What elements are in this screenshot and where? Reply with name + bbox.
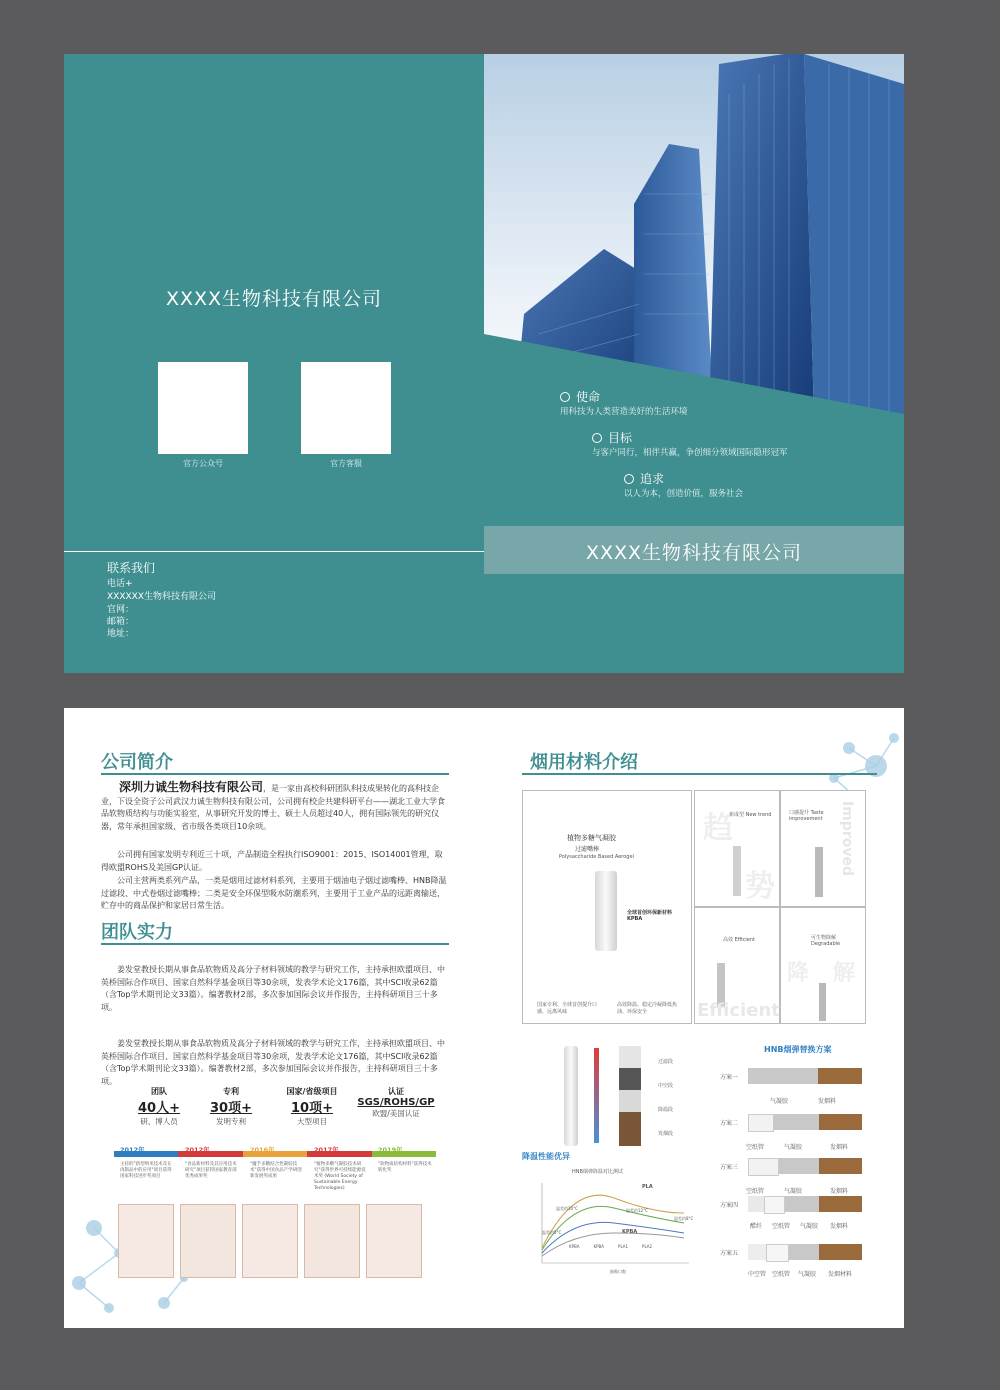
chart-xlabel: 抽吸口数 <box>610 1269 626 1274</box>
chart-annotation-diff-1: 温差约10°C <box>556 1206 578 1211</box>
timeline-item-5: 2019年 "软物质结构材料"获得技术转化奖 <box>378 1146 432 1173</box>
stat-team: 团队 40人+ 研、博人员 <box>138 1087 180 1126</box>
timeline-item-1: 2012年 主持的"新型纳米技术及在肉制品中的应用"项目获得国家科技进步奖项目 <box>120 1146 172 1179</box>
scheme-3-label: 气凝胶 <box>784 1188 803 1195</box>
scheme-3-label: 发烟料 <box>830 1188 849 1195</box>
label-cooling-section: 降温段 <box>658 1107 674 1113</box>
brochure-cover <box>64 54 904 673</box>
qr-label-official-account: 官方公众号 <box>183 459 223 468</box>
filter-stick-cutaway <box>619 1046 641 1146</box>
cooling-title: 降温性能优异 <box>522 1152 570 1161</box>
legend-item: PLA2 <box>642 1244 653 1249</box>
feature-panel-new-trend: 趋 新成型 New trend 势 <box>694 790 780 907</box>
feature-panel-efficient: 高效 Efficient Efficient <box>694 907 780 1024</box>
scheme-4-label: 空纸管 <box>772 1223 791 1230</box>
stat-projects: 国家/省级项目 10项+ 大型项目 <box>286 1087 338 1126</box>
timeline-item-4: 2017年 "植物多糖气凝胶技术研究"获得世界可持续能源技术奖 (World Society of Sustainable Energy Technologies) <box>314 1146 366 1191</box>
intro-paragraph-2: 公司拥有国家发明专利近三十项，产品制造全程执行ISO9001：2015、ISO14001管理，取得欧盟ROHS及美国GP认证。 <box>101 850 443 872</box>
feature-panel-degradable: 可生物降解 Degradable 降 解 <box>780 907 866 1024</box>
temperature-gradient <box>594 1048 599 1143</box>
legend-item: PLA1 <box>618 1244 629 1249</box>
intro-paragraph-3: 公司主营两类系列产品，一类是烟用过滤材料系列，主要用于烟油电子烟过滤嘴棒、HNB降温过滤段、中式卷烟过滤嘴棒；二类是安全环保型吸水防潮系列，主要用于工业产品的远距离输送，贮存中的商品保护和家居日常生活。 <box>101 876 447 910</box>
intro-paragraph-1: 深圳力诚生物科技有限公司，是一家由高校科研团队科技成果转化的高科技企业，下设全资子公司武汉力诚生物科技有限公司，公司拥有校企共建科研平台——湖北工业大学食品软物质结构与功能实验室，从事研究开发的博士、硕士人员超过40人，拥有国际领先的研究仪器，常年承担国家级、省市级各类项目10余项。 <box>101 780 445 831</box>
timeline-item-3: 2016年 "魔芋多糖结合性凝胶技术"获得中国食品产学研创新发展奖成果 <box>250 1146 302 1179</box>
contact-phone: 电话+ <box>107 579 133 589</box>
ring-icon <box>592 433 602 443</box>
scheme-2-name: 方案二 <box>720 1120 739 1127</box>
contact-company: XXXXXX生物科技有限公司 <box>107 592 216 602</box>
scheme-5-label: 空纸管 <box>772 1271 791 1278</box>
scheme-1-bar <box>748 1068 862 1084</box>
feature-panel-taste: 口感提升 Taste improvement Improved <box>780 790 866 907</box>
chart-annotation-pla: PLA <box>642 1184 653 1190</box>
qr-code-customer-service <box>301 362 391 454</box>
legend-item: KPBA <box>569 1244 580 1249</box>
label-filter-section: 过滤段 <box>658 1059 674 1065</box>
scheme-3-label: 空纸管 <box>746 1188 765 1195</box>
scheme-4-name: 方案四 <box>720 1202 739 1209</box>
certificate-image <box>242 1204 298 1278</box>
vision-goal: 目标 与客户同行，相伴共赢，争创细分领域国际隐形冠军 <box>592 431 788 458</box>
scheme-2-label: 气凝胶 <box>784 1144 803 1151</box>
materials-underline <box>522 773 877 775</box>
scheme-5-bar <box>748 1244 862 1262</box>
scheme-2-label: 空纸管 <box>746 1144 765 1151</box>
team-underline <box>101 943 449 945</box>
intro-company-name: 深圳力诚生物科技有限公司 <box>119 780 264 794</box>
scheme-1-name: 方案一 <box>720 1074 739 1081</box>
intro-underline <box>101 773 449 775</box>
timeline-item-2: 2012年 "食品新材料及其应用技术研究"项目获得国家教育部优秀成果奖 <box>185 1146 237 1179</box>
team-title: 团队实力 <box>101 922 173 943</box>
certificate-image <box>180 1204 236 1278</box>
scheme-1-label: 发烟料 <box>818 1098 837 1105</box>
chart-annotation-diff-4: 温差约8°C <box>674 1216 694 1221</box>
chart-title: HNB烟弹降温对比测试 <box>572 1169 623 1175</box>
chart-annotation-diff-2: 温差约12°C <box>626 1208 648 1213</box>
vision-pursuit: 追求 以人为本，创造价值，服务社会 <box>624 472 744 499</box>
hnb-title: HNB烟弹替换方案 <box>764 1045 832 1054</box>
team-paragraph-2: 姜发堂教授长期从事食品软物质及高分子材料领域的教学与研究工作，主持承担欧盟项目、中英桥国际合作项目、国家自然科学基金项目等30余项，发表学术论文176篇，其中SCI收录62篇（含Top学术期刊论文33篇）。编著教材2部，多次参加国际会议并作报告，主持科研项目三十多项。 <box>101 1039 445 1086</box>
scheme-5-name: 方案五 <box>720 1250 739 1257</box>
label-hollow-section: 中空段 <box>658 1083 674 1089</box>
scheme-2-bar <box>748 1114 862 1132</box>
stat-patents: 专利 30项+ 发明专利 <box>210 1087 252 1126</box>
scheme-5-label: 中空管 <box>748 1271 767 1278</box>
qr-code-official-account <box>158 362 248 454</box>
brochure-inner <box>64 708 904 1328</box>
contact-email: 邮箱： <box>107 617 135 627</box>
product-panel: 植物多糖气凝胶 过滤嘴棒 Polysaccharide Based Aerogel 全球首创环保新材料 KPBA 国家专利、全球首创提升口感、远离风味 高效降温、稳定冷凝降低焦油、环保安全 <box>522 790 692 1024</box>
intro-title: 公司简介 <box>101 752 173 773</box>
scheme-5-label: 气凝胶 <box>798 1271 817 1278</box>
filter-stick-left <box>564 1046 578 1146</box>
qr-label-customer-service: 官方客服 <box>330 459 362 468</box>
contact-address: 地址： <box>107 629 135 639</box>
scheme-4-label: 发烟料 <box>830 1223 849 1230</box>
banner-company-title: XXXX生物科技有限公司 <box>585 542 803 564</box>
filter-rod-image <box>595 871 617 951</box>
scheme-5-label: 发烟材料 <box>828 1271 853 1278</box>
certificate-image <box>366 1204 422 1278</box>
contact-title: 联系我们 <box>107 561 156 575</box>
diagonal-band <box>484 324 904 424</box>
legend-item: KPBA <box>593 1244 605 1249</box>
scheme-4-label: 气凝胶 <box>800 1223 819 1230</box>
cooling-chart <box>534 1178 694 1273</box>
ring-icon <box>624 474 634 484</box>
cover-company-title: XXXX生物科技有限公司 <box>165 288 383 310</box>
ring-icon <box>560 392 570 402</box>
stat-certifications: 认证 SGS/ROHS/GP 欧盟/美国认证 <box>357 1087 435 1118</box>
label-smoking-section: 发烟段 <box>658 1131 674 1137</box>
scheme-4-label: 醋纤 <box>750 1223 763 1230</box>
certificate-image <box>118 1204 174 1278</box>
scheme-4-bar <box>748 1196 862 1214</box>
vision-mission: 使命 用科技为人类营造美好的生活环境 <box>560 390 688 417</box>
chart-legend <box>569 1244 652 1249</box>
scheme-2-label: 发烟料 <box>830 1144 849 1151</box>
chart-annotation-kpba: KPBA <box>622 1229 638 1235</box>
contact-website: 官网： <box>107 605 135 615</box>
scheme-3-bar <box>748 1158 862 1176</box>
chart-annotation-diff-3: 温差约5°C <box>542 1230 562 1235</box>
scheme-3-name: 方案三 <box>720 1164 739 1171</box>
team-paragraph-1: 姜发堂教授长期从事食品软物质及高分子材料领域的教学与研究工作，主持承担欧盟项目、中英桥国际合作项目、国家自然科学基金项目等30余项，发表学术论文176篇，其中SCI收录62篇（含Top学术期刊论文33篇）。编著教材2部，多次参加国际会议并作报告，主持科研项目三十多项。 <box>101 965 445 1012</box>
scheme-1-label: 气凝胶 <box>770 1098 789 1105</box>
divider-line <box>64 551 484 552</box>
certificate-row <box>118 1204 422 1278</box>
materials-title: 烟用材料介绍 <box>530 752 638 773</box>
certificate-image <box>304 1204 360 1278</box>
